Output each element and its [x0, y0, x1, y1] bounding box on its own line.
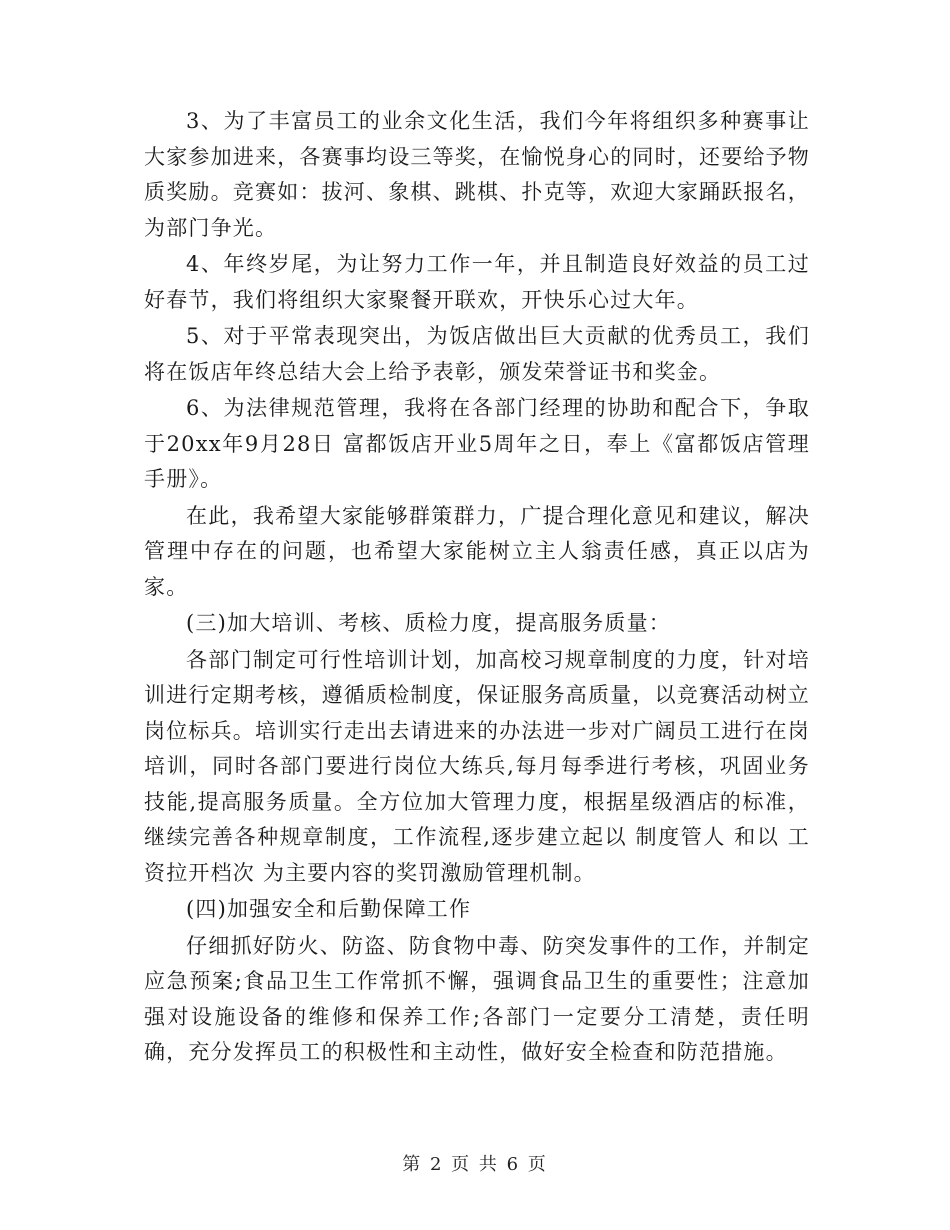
- paragraph-safety: 仔细抓好防火、防盗、防食物中毒、防突发事件的工作，并制定应急预案;食品卫生工作常抓不懈，强调食品卫生的重要性；注意加强对设施设备的维修和保养工作;各部门一定要分工清楚，责任明确，充分发挥员工的积极性和主动性，做好安全检查和防范措施。: [144, 933, 810, 1064]
- section-heading-training: (三)加大培训、考核、质检力度，提高服务质量：: [186, 611, 671, 635]
- paragraph-training: 各部门制定可行性培训计划，加高校习规章制度的力度，针对培训进行定期考核，遵循质检制度，保证服务高质量，以竞赛活动树立岗位标兵。培训实行走出去请进来的办法进一步对广阔员工进行在岗培训，同时各部门要进行岗位大练兵,每月每季进行考核，巩固业务技能,提高服务质量。全方位加大管理力度，根据星级酒店的标准，继续完善各种规章制度，工作流程,逐步建立起以 制度管人 和以 工资拉开档次 为主要内容的奖罚激励管理机制。: [144, 647, 810, 885]
- page-number-footer: 第 2 页 共 6 页: [402, 1154, 548, 1175]
- paragraph-appeal: 在此，我希望大家能够群策群力，广提合理化意见和建议，解决管理中存在的问题，也希望大家能树立主人翁责任感，真正以店为家。: [144, 503, 810, 599]
- paragraph-item-3: 3、为了丰富员工的业余文化生活，我们今年将组织多种赛事让大家参加进来，各赛事均设三等奖，在愉悦身心的同时，还要给予物质奖励。竞赛如：拔河、象棋、跳棋、扑克等，欢迎大家踊跃报名，为部门争光。: [144, 109, 810, 240]
- paragraph-item-5: 5、对于平常表现突出，为饭店做出巨大贡献的优秀员工，我们将在饭店年终总结大会上给予表彰，颁发荣誉证书和奖金。: [144, 324, 810, 384]
- paragraph-item-4: 4、年终岁尾，为让努力工作一年，并且制造良好效益的员工过好春节，我们将组织大家聚餐开联欢，开快乐心过大年。: [144, 252, 810, 312]
- section-heading-safety: (四)加强安全和后勤保障工作: [186, 897, 472, 921]
- document-body: [144, 104, 810, 1071]
- paragraph-item-6: 6、为法律规范管理，我将在各部门经理的协助和配合下，争取于20xx年9月28日 富都饭店开业5周年之日，奉上《富都饭店管理手册》。: [144, 396, 810, 491]
